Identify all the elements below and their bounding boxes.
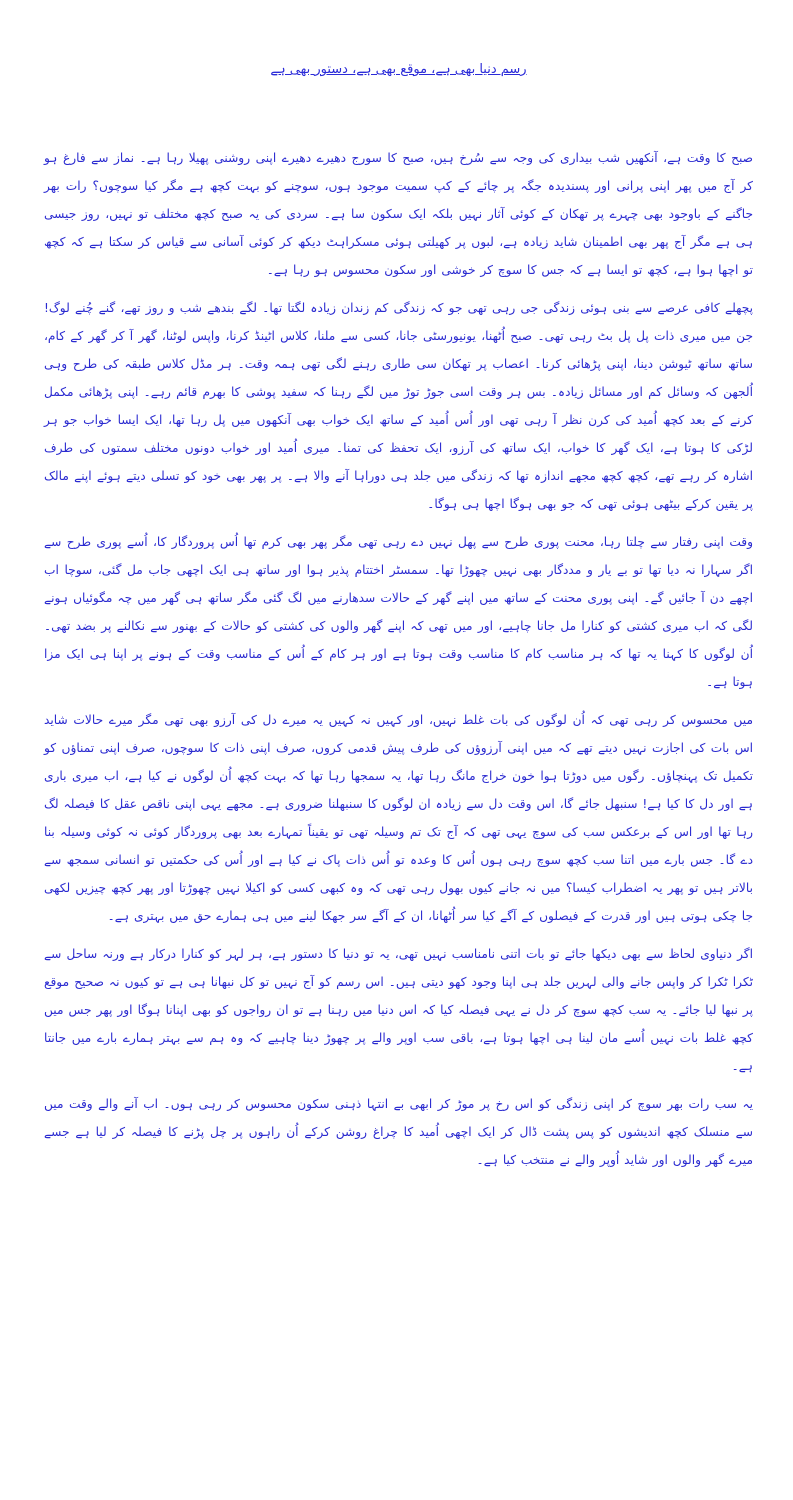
- paragraph-6: یہ سب رات بھر سوچ کر اپنی زندگی کو اس رخ پر موڑ کر ابھی بے انتہا ذہنی سکون محسوس کر رہی ہوں۔ اب آنے والے وقت میں سے منسلک کچھ اندیشوں کو پس پشت ڈال کر ایک اچھی اُمید کا چراغ روشن کرکے اُن راہوں پر چل پڑنے کا فیصلہ کر لیا ہے جسے میرے گھر والوں اور شاید اُوپر والے نے منتخب کیا ہے۔: [44, 1097, 753, 1167]
- paragraph-1: صبح کا وقت ہے، آنکھیں شب بیداری کی وجہ سے سُرخ ہیں، صبح کا سورج دھیرے دھیرے اپنی روشنی پھیلا رہا ہے۔ نماز سے فارغ ہو کر آج میں پھر اپنی پرانی اور پسندیدہ جگہ پر چائے کے کپ سمیت موجود ہوں، سوچنے کو بہت کچھ ہے مگر کیا سوچوں؟ رات بھر جاگنے کے باوجود بھی چہرے پر تھکان کے کوئی آثار نہیں بلکہ ایک سکون سا ہے۔ سردی کی یہ صبح کچھ مختلف تو نہیں، روز جیسی ہی ہے مگر آج پھر بھی اطمینان شاید زیادہ ہے، لبوں پر کھیلتی ہوئی مسکراہٹ دیکھ کر کوئی آسانی سے قیاس کر سکتا ہے کہ کچھ تو اچھا ہوا ہے، کچھ تو ایسا ہے کہ جس کا سوچ کر خوشی اور سکون محسوس ہو رہا ہے۔: [44, 151, 753, 277]
- paragraph-4: میں محسوس کر رہی تھی کہ اُن لوگوں کی بات غلط نہیں، اور کہیں نہ کہیں یہ میرے دل کی آرزو بھی تھی مگر میرے حالات شاید اس بات کی اجازت نہیں دیتے تھے کہ میں اپنی آرزوؤں کی طرف پیش قدمی کروں، صرف اپنی ذات کا سوچوں، صرف اپنی تمناؤں کو تکمیل تک پہنچاؤں۔ رگوں میں دوڑتا ہوا خون خراج مانگ رہا تھا، یہ سمجھا رہا تھا کہ بہت کچھ اُن لوگوں نے کیا ہے، اب میری باری ہے اور دل کا کیا ہے! سنبھل جائے گا، اس وقت دل سے زیادہ ان لوگوں کا سنبھلنا ضروری ہے۔ مجھے یہی اپنی ناقص عقل کا فیصلہ لگ رہا تھا اور اس کے برعکس سب کی سوچ یہی تھی کہ آج تک تم وسیلہ تھی تو یقیناً تمہارے بعد بھی پروردگار کوئی نہ کوئی وسیلہ بنا دے گا۔ جس بارے میں اتنا سب کچھ سوچ رہی ہوں اُس کا وعدہ تو اُس ذات پاک نے کیا ہے اور اُس کی حکمتیں تو انسانی سمجھ سے بالاتر ہیں تو پھر یہ اضطراب کیسا؟ میں نہ جانے کیوں بھول رہی تھی کہ وہ کبھی کسی کو اکیلا نہیں چھوڑتا اور پھر کچھ چیزیں لکھی جا چکی ہوتی ہیں اور قدرت کے فیصلوں کے آگے کیا سر اُٹھانا، ان کے آگے سر جھکا لینے میں ہی ہمارے حق میں بہتری ہے۔: [44, 713, 753, 923]
- paragraph-3: وقت اپنی رفتار سے چلتا رہا، محنت پوری طرح سے پھل نہیں دے رہی تھی مگر پھر بھی کرم تھا اُس پروردگار کا، اُسے پوری طرح سے اگر سہارا نہ دیا تھا تو بے یار و مددگار بھی نہیں چھوڑا تھا۔ سمسٹر اختتام پذیر ہوا اور ساتھ ہی ایک اچھی جاب مل گئی، سوچا اب اچھے دن آ جائیں گے۔ اپنی پوری محنت کے ساتھ میں اپنے گھر کے حالات سدھارنے میں لگ گئی مگر ساتھ ہی گھر میں چہ مگوئیاں ہونے لگی کہ اب میری کشتی کو کنارا مل جانا چاہیے، اور میں تھی کہ اپنے گھر والوں کی کشتی کو حالات کے بھنور سے نکالنے پر بضد تھی۔ اُن لوگوں کا کہنا یہ تھا کہ ہر مناسب کام کا مناسب وقت ہوتا ہے اور ہر کام کے اُس کے مناسب وقت کے ہونے پر اپنا ہی ایک مزا ہوتا ہے۔: [44, 535, 753, 689]
- paragraph-5: اگر دنیاوی لحاظ سے بھی دیکھا جائے تو بات اتنی نامناسب نہیں تھی، یہ تو دنیا کا دستور ہے، ہر لہر کو کنارا درکار ہے ورنہ ساحل سے ٹکرا ٹکرا کر واپس جانے والی لہریں جلد ہی اپنا وجود کھو دیتی ہیں۔ اس رسم کو آج نہیں تو کل نبھانا ہی ہے تو کیوں نہ صحیح موقع پر نبھا لیا جائے۔ یہ سب کچھ سوچ کر دل نے یہی فیصلہ کیا کہ اس دنیا میں رہنا ہے تو ان رواجوں کو بھی اپنانا ہوگا اور پھر جس میں کچھ غلط بات نہیں اُسے مان لینا ہی اچھا ہوتا ہے، باقی سب اوپر والے پر چھوڑ دینا چاہیے کہ وہ ہم سے بہتر ہمارے بارے میں جانتا ہے۔: [44, 947, 753, 1073]
- document-title: رسم دنیا بھی ہے، موقع بھی ہے، دستور بھی ہے: [270, 62, 527, 77]
- paragraph-2: پچھلے کافی عرصے سے بنی ہوئی زندگی جی رہی تھی جو کہ زندگی کم زندان زیادہ لگتا تھا۔ لگے بندھے شب و روز تھے، گنے چُنے لوگ! جن میں میری ذات پل پل بٹ رہی تھی۔ صبح اُٹھنا، یونیورسٹی جانا، کسی سے ملنا، کلاس اٹینڈ کرنا، واپس لوٹنا، گھر آ کر گھر کے کام، ساتھ ساتھ ٹیوشن دینا، اپنی پڑھائی کرنا۔ اعصاب پر تھکان سی طاری رہنے لگی تھی ہمہ وقت۔ ہر مڈل کلاس طبقہ کی طرح وہی اُلجھن کہ وسائل کم اور مسائل زیادہ۔ بس ہر وقت اسی جوڑ توڑ میں لگے رہنا کہ سفید پوشی کا بھرم قائم رہے۔ اپنی پڑھائی مکمل کرنے کے بعد کچھ اُمید کی کرن نظر آ رہی تھی اور اُس اُمید کے ساتھ ایک خواب بھی آنکھوں میں پل رہا تھا، ایک ایسا خواب جو ہر لڑکی کا ہوتا ہے، ایک گھر کا خواب، ایک ساتھ کی آرزو، ایک تحفظ کی تمنا۔ میری اُمید اور خواب دونوں مختلف سمتوں کی طرف اشارہ کر رہے تھے، کچھ کچھ مجھے اندازہ تھا کہ زندگی میں جلد ہی دوراہا آنے والا ہے۔ پر پھر بھی خود کو تسلی دیتے ہوئے اپنے مالک پر یقین کرکے بیٹھی ہوئی تھی کہ جو بھی ہوگا اچھا ہی ہوگا۔: [44, 301, 753, 511]
